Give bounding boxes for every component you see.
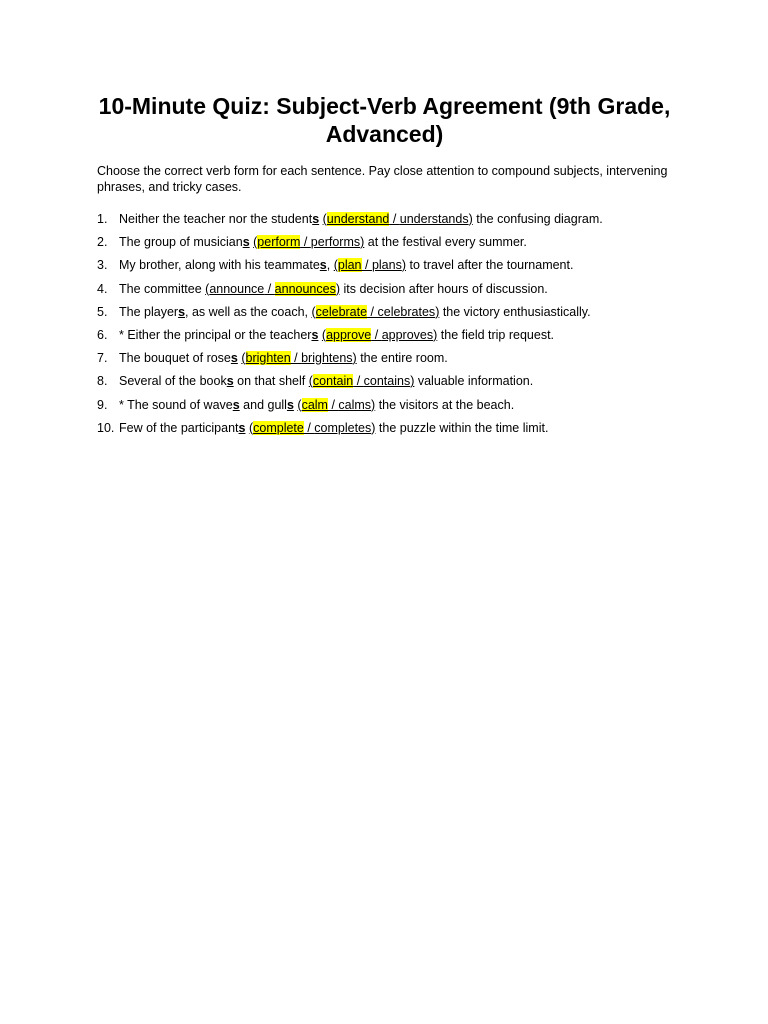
- verb-option: calms: [338, 397, 372, 412]
- verb-option-separator: /: [361, 258, 372, 273]
- question-number: 3.: [97, 258, 108, 273]
- verb-option-separator: /: [389, 212, 400, 226]
- subject-ending-marker: s: [230, 351, 238, 366]
- question-number: 5.: [97, 304, 108, 319]
- verb-choice: [241, 351, 356, 365]
- verb-option: completes: [314, 420, 372, 435]
- question-item: [97, 281, 672, 304]
- verb-option-separator: /: [303, 420, 315, 435]
- verb-option-highlighted: calm: [301, 397, 328, 412]
- verb-option-separator: /: [300, 235, 311, 250]
- verb-option-separator: /: [290, 351, 302, 366]
- question-text: [119, 397, 672, 420]
- verb-choice-paren: (: [321, 327, 327, 342]
- question-item: [97, 397, 672, 420]
- verb-choice: [309, 374, 415, 388]
- subject-ending-marker: s: [311, 327, 319, 342]
- sentence-subject-text: * The sound of wave: [119, 397, 233, 412]
- question-number: 1.: [97, 212, 108, 226]
- verb-option-separator: /: [367, 304, 378, 319]
- verb-choice-paren: ): [435, 304, 440, 319]
- verb-option-highlighted: plan: [337, 258, 362, 273]
- verb-option-highlighted: perform: [257, 235, 301, 250]
- verb-option: plans: [371, 258, 402, 273]
- verb-option-separator: /: [353, 374, 364, 389]
- sentence-subject-text: Neither the teacher nor the student: [119, 212, 313, 226]
- verb-option-separator: /: [327, 397, 339, 412]
- verb-option-highlighted: celebrate: [315, 304, 368, 319]
- verb-choice: [249, 421, 375, 435]
- question-number: 4.: [97, 281, 108, 296]
- question-item: [97, 257, 672, 280]
- verb-option: celebrates: [377, 304, 436, 319]
- verb-option: understands: [399, 212, 469, 226]
- verb-option-highlighted: approve: [326, 327, 372, 342]
- verb-option: approves: [381, 327, 434, 342]
- question-number: 10.: [97, 420, 115, 435]
- question-item: [97, 350, 672, 373]
- question-list: [97, 211, 672, 443]
- question-item: [97, 373, 672, 396]
- sentence-text: to travel after the tournament.: [406, 258, 574, 273]
- sentence-subject-text: and gull: [239, 397, 287, 412]
- question-number: 2.: [97, 235, 108, 250]
- sentence-text: valuable information.: [414, 374, 534, 389]
- question-item: [97, 420, 672, 443]
- verb-choice-paren: (: [205, 281, 210, 296]
- verb-choice: [205, 282, 340, 296]
- verb-choice-paren: ): [401, 258, 406, 273]
- verb-option: brightens: [301, 351, 353, 366]
- sentence-subject-text: * Either the principal or the teacher: [119, 327, 312, 342]
- sentence-text: the entire room.: [356, 351, 448, 366]
- sentence-text: the visitors at the beach.: [375, 397, 515, 412]
- sentence-text: its decision after hours of discussion.: [340, 281, 548, 296]
- sentence-text: ,: [326, 258, 334, 273]
- sentence-subject-text: The committee: [119, 281, 202, 296]
- question-text: [119, 327, 672, 350]
- verb-choice-paren: (: [311, 304, 316, 319]
- verb-option-highlighted: announces: [274, 281, 336, 296]
- instructions: Choose the correct verb form for each sentence. Pay close attention to compound subjects, intervening phrases, and tricky cases.: [97, 164, 668, 194]
- sentence-text: the field trip request.: [437, 327, 555, 342]
- question-text: [119, 211, 672, 234]
- verb-option-highlighted: contain: [312, 374, 354, 389]
- verb-option-highlighted: complete: [253, 420, 304, 435]
- verb-option-separator: /: [264, 281, 275, 296]
- verb-choice-paren: (: [322, 212, 327, 226]
- sentence-text: , as well as the coach,: [185, 304, 312, 319]
- verb-choice-paren: (: [333, 258, 338, 273]
- sentence-subject-text: The player: [119, 304, 179, 319]
- verb-choice: [323, 212, 473, 226]
- question-item: [97, 211, 672, 234]
- sentence-subject-text: My brother, along with his teammate: [119, 258, 320, 273]
- verb-choice-paren: (: [241, 351, 246, 366]
- question-number: 9.: [97, 397, 108, 412]
- subject-ending-marker: s: [238, 420, 246, 435]
- question-item: [97, 327, 672, 350]
- verb-choice-paren: ): [371, 397, 376, 412]
- question-text: [119, 234, 672, 257]
- verb-choice-paren: ): [468, 212, 473, 226]
- sentence-text: on that shelf: [233, 374, 309, 389]
- sentence-subject-text: The bouquet of rose: [119, 351, 231, 366]
- subject-ending-marker: s: [312, 212, 320, 226]
- sentence-text: the puzzle within the time limit.: [375, 420, 549, 435]
- subject-ending-marker: s: [178, 304, 186, 319]
- verb-option-highlighted: understand: [326, 212, 390, 226]
- verb-option: performs: [310, 235, 361, 250]
- verb-choice-paren: ): [371, 420, 376, 435]
- subject-ending-marker: s: [226, 374, 234, 389]
- verb-option-highlighted: brighten: [245, 351, 291, 366]
- verb-choice-paren: (: [308, 374, 313, 389]
- verb-choice: [311, 305, 439, 319]
- verb-choice-paren: (: [253, 235, 258, 250]
- verb-option: announce: [209, 281, 265, 296]
- verb-choice-paren: ): [352, 351, 357, 366]
- question-text: [119, 281, 672, 304]
- verb-option: contains: [363, 374, 411, 389]
- sentence-text: the victory enthusiastically.: [439, 304, 591, 319]
- subject-ending-marker: s: [319, 258, 327, 273]
- verb-choice: [334, 258, 406, 272]
- sentence-subject-text: Few of the participant: [119, 420, 239, 435]
- verb-choice: [253, 235, 364, 249]
- quiz-page: [97, 92, 672, 443]
- verb-choice: [297, 398, 375, 412]
- question-item: [97, 234, 672, 257]
- sentence-text: the confusing diagram.: [472, 212, 603, 226]
- question-item: [97, 304, 672, 327]
- question-text: [119, 304, 672, 327]
- verb-choice-paren: ): [335, 281, 341, 296]
- question-number: 6.: [97, 327, 108, 342]
- sentence-subject-text: Several of the book: [119, 374, 227, 389]
- question-text: [119, 373, 672, 396]
- question-number: 7.: [97, 351, 108, 366]
- verb-option-separator: /: [371, 327, 382, 342]
- verb-choice-paren: ): [433, 327, 438, 342]
- sentence-text: at the festival every summer.: [364, 235, 527, 250]
- verb-choice-paren: (: [248, 420, 254, 435]
- sentence-subject-text: The group of musician: [119, 235, 243, 250]
- verb-choice-paren: ): [360, 235, 365, 250]
- verb-choice-paren: ): [410, 374, 415, 389]
- subject-ending-marker: s: [232, 397, 240, 412]
- page-title: 10-Minute Quiz: Subject-Verb Agreement (9th Grade, Advanced): [98, 93, 671, 147]
- verb-choice: [322, 328, 437, 342]
- question-text: [119, 257, 672, 280]
- subject-ending-marker: s: [286, 397, 294, 412]
- question-text: [119, 350, 672, 373]
- question-number: 8.: [97, 374, 108, 389]
- question-text: [119, 420, 672, 443]
- verb-choice-paren: (: [297, 397, 302, 412]
- subject-ending-marker: s: [242, 235, 250, 250]
